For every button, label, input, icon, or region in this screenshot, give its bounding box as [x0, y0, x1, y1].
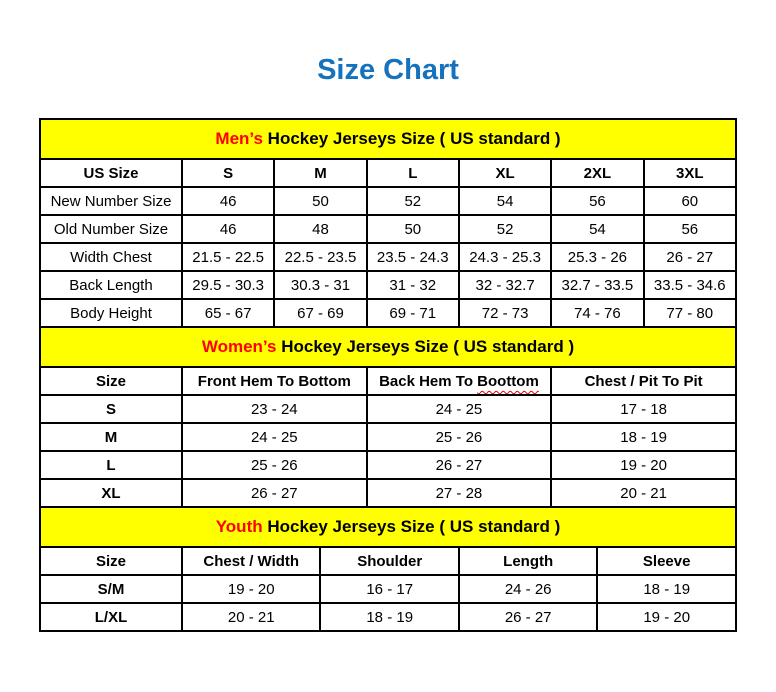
table-row-mens [40, 187, 736, 215]
size-value-cell: 32.7 - 33.5 [551, 271, 643, 299]
size-value-cell: 21.5 - 22.5 [182, 243, 274, 271]
column-header-cell: Length [459, 547, 597, 575]
size-value-cell: 24 - 25 [182, 423, 367, 451]
band-highlight-text: Women’s [201, 337, 277, 357]
size-value-cell: 48 [274, 215, 366, 243]
size-value-cell: 19 - 20 [597, 603, 736, 631]
size-chart-table-body [40, 119, 736, 631]
column-header-cell [367, 367, 552, 395]
size-value-cell: 72 - 73 [459, 299, 551, 327]
column-header-cell: L [367, 159, 459, 187]
row-label-header-cell: Size [40, 367, 182, 395]
size-value-cell: 27 - 28 [367, 479, 552, 507]
row-label-header-cell: US Size [40, 159, 182, 187]
column-header-row-youth [40, 547, 736, 575]
row-label-cell: Width Chest [40, 243, 182, 271]
header-text: Back Hem To [379, 372, 478, 390]
size-value-cell: 67 - 69 [274, 299, 366, 327]
section-band-cell [40, 507, 736, 547]
size-value-cell: 18 - 19 [320, 603, 458, 631]
misspelled-word: Boottom [477, 372, 539, 390]
size-value-cell: 25.3 - 26 [551, 243, 643, 271]
size-value-cell: 77 - 80 [644, 299, 736, 327]
size-value-cell: 24 - 25 [367, 395, 552, 423]
size-value-cell: 26 - 27 [644, 243, 736, 271]
column-header-cell: Shoulder [320, 547, 458, 575]
size-value-cell: 69 - 71 [367, 299, 459, 327]
table-row-mens [40, 271, 736, 299]
row-label-cell: New Number Size [40, 187, 182, 215]
row-label-cell: L [40, 451, 182, 479]
table-row-mens [40, 243, 736, 271]
size-value-cell: 17 - 18 [551, 395, 736, 423]
size-value-cell: 31 - 32 [367, 271, 459, 299]
size-value-cell: 56 [644, 215, 736, 243]
table-row-womens [40, 395, 736, 423]
section-band-mens [40, 119, 736, 159]
page-title: Size Chart [317, 54, 459, 86]
band-title-text: Hockey Jerseys Size ( US standard ) [262, 517, 561, 537]
size-value-cell: 19 - 20 [182, 575, 320, 603]
size-value-cell: 50 [274, 187, 366, 215]
section-band-cell [40, 119, 736, 159]
band-title-text: Hockey Jerseys Size ( US standard ) [262, 129, 561, 149]
size-value-cell: 26 - 27 [367, 451, 552, 479]
table-row-womens [40, 451, 736, 479]
size-value-cell: 46 [182, 215, 274, 243]
size-value-cell: 18 - 19 [597, 575, 736, 603]
table-row-youth [40, 603, 736, 631]
size-value-cell: 24.3 - 25.3 [459, 243, 551, 271]
column-header-cell: XL [459, 159, 551, 187]
size-value-cell: 50 [367, 215, 459, 243]
row-label-cell: Back Length [40, 271, 182, 299]
table-row-mens [40, 299, 736, 327]
size-value-cell: 26 - 27 [459, 603, 597, 631]
size-value-cell: 23.5 - 24.3 [367, 243, 459, 271]
column-header-row-mens [40, 159, 736, 187]
size-value-cell: 52 [459, 215, 551, 243]
size-chart-page [0, 54, 776, 632]
size-chart-table [39, 118, 737, 632]
size-value-cell: 54 [459, 187, 551, 215]
section-band-cell [40, 327, 736, 367]
size-value-cell: 19 - 20 [551, 451, 736, 479]
row-label-cell: Body Height [40, 299, 182, 327]
size-value-cell: 46 [182, 187, 274, 215]
size-value-cell: 26 - 27 [182, 479, 367, 507]
column-header-cell: Chest / Pit To Pit [551, 367, 736, 395]
column-header-cell: 2XL [551, 159, 643, 187]
size-value-cell: 33.5 - 34.6 [644, 271, 736, 299]
section-band-womens [40, 327, 736, 367]
size-value-cell: 52 [367, 187, 459, 215]
size-value-cell: 20 - 21 [182, 603, 320, 631]
size-value-cell: 54 [551, 215, 643, 243]
row-label-cell: S/M [40, 575, 182, 603]
size-value-cell: 65 - 67 [182, 299, 274, 327]
column-header-cell: Front Hem To Bottom [182, 367, 367, 395]
column-header-cell: S [182, 159, 274, 187]
size-value-cell: 25 - 26 [367, 423, 552, 451]
table-row-womens [40, 423, 736, 451]
band-title-text: Hockey Jerseys Size ( US standard ) [276, 337, 575, 357]
row-label-cell: L/XL [40, 603, 182, 631]
size-value-cell: 56 [551, 187, 643, 215]
band-highlight-text: Youth [215, 517, 263, 537]
size-value-cell: 16 - 17 [320, 575, 458, 603]
column-header-cell: Chest / Width [182, 547, 320, 575]
size-value-cell: 22.5 - 23.5 [274, 243, 366, 271]
size-value-cell: 24 - 26 [459, 575, 597, 603]
row-label-cell: XL [40, 479, 182, 507]
table-row-youth [40, 575, 736, 603]
band-highlight-text: Men’s [215, 129, 263, 149]
size-value-cell: 20 - 21 [551, 479, 736, 507]
column-header-row-womens [40, 367, 736, 395]
table-row-womens [40, 479, 736, 507]
size-value-cell: 74 - 76 [551, 299, 643, 327]
size-value-cell: 25 - 26 [182, 451, 367, 479]
size-value-cell: 60 [644, 187, 736, 215]
column-header-cell: 3XL [644, 159, 736, 187]
row-label-header-cell: Size [40, 547, 182, 575]
size-value-cell: 18 - 19 [551, 423, 736, 451]
section-band-youth [40, 507, 736, 547]
column-header-cell: Sleeve [597, 547, 736, 575]
size-value-cell: 29.5 - 30.3 [182, 271, 274, 299]
size-value-cell: 30.3 - 31 [274, 271, 366, 299]
column-header-cell: M [274, 159, 366, 187]
row-label-cell: Old Number Size [40, 215, 182, 243]
row-label-cell: S [40, 395, 182, 423]
size-value-cell: 23 - 24 [182, 395, 367, 423]
row-label-cell: M [40, 423, 182, 451]
size-value-cell: 32 - 32.7 [459, 271, 551, 299]
table-row-mens [40, 215, 736, 243]
